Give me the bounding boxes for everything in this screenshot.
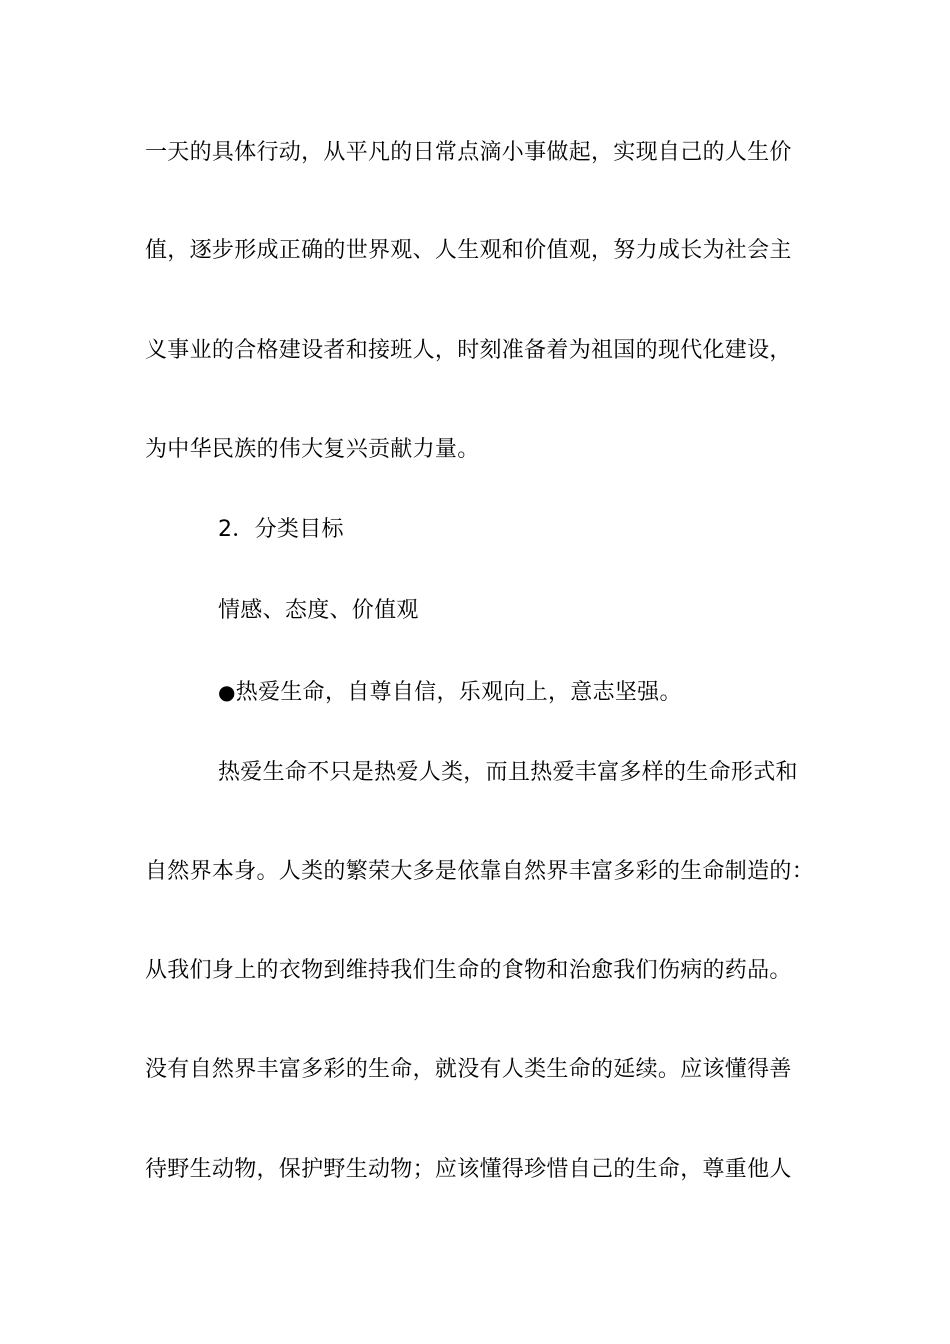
- paragraph-line: 没有自然界丰富多彩的生命，就没有人类生命的延续。应该懂得善: [145, 1057, 792, 1082]
- subheading: 情感、态度、价值观: [218, 598, 419, 623]
- paragraph-line: 为中华民族的伟大复兴贡献力量。: [145, 437, 480, 462]
- paragraph-line: 从我们身上的衣物到维持我们生命的食物和治愈我们伤病的药品。: [145, 958, 792, 983]
- section-heading: 2．分类目标: [218, 517, 344, 542]
- paragraph-line: 待野生动物，保护野生动物；应该懂得珍惜自己的生命，尊重他人: [145, 1157, 792, 1182]
- paragraph-line: 一天的具体行动，从平凡的日常点滴小事做起，实现自己的人生价: [145, 140, 792, 165]
- paragraph-line: 值，逐步形成正确的世界观、人生观和价值观，努力成长为社会主: [145, 238, 792, 263]
- bullet-text: 热爱生命，自尊自信，乐观向上，意志坚强。: [235, 680, 682, 705]
- paragraph-line: 自然界本身。人类的繁荣大多是依靠自然界丰富多彩的生命制造的：: [145, 859, 815, 884]
- bullet-icon: ●: [218, 680, 236, 704]
- paragraph-line: 热爱生命不只是热爱人类，而且热爱丰富多样的生命形式和: [218, 760, 798, 785]
- bullet-item: [218, 677, 898, 708]
- paragraph-line: 义事业的合格建设者和接班人，时刻准备着为祖国的现代化建设，: [145, 338, 792, 363]
